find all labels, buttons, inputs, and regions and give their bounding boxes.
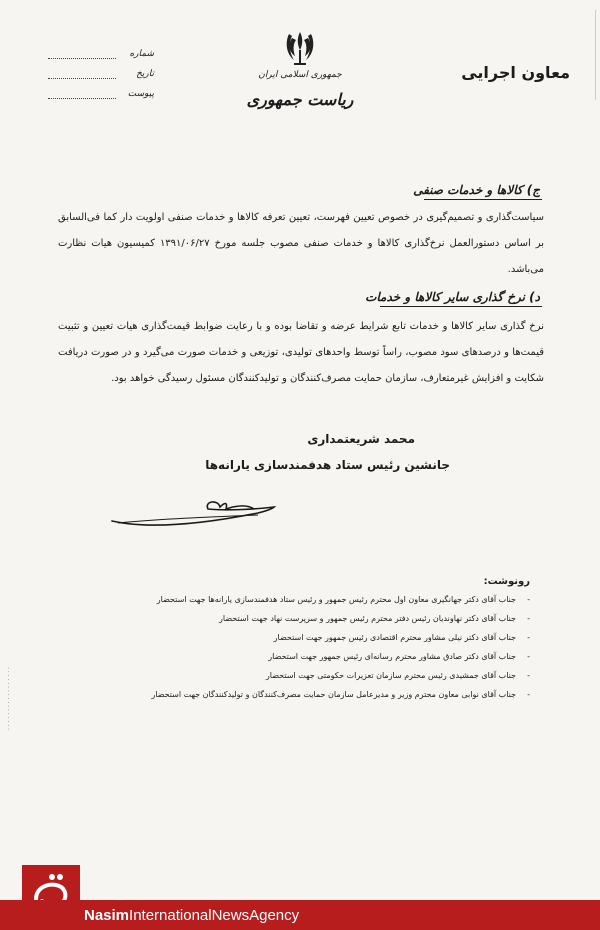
meta-label-number: شماره <box>129 49 154 59</box>
cc-item: - جناب آقای جمشیدی رئیس محترم سازمان تعزیرات حکومتی جهت استحضار <box>110 666 530 685</box>
iran-emblem-icon <box>283 30 317 68</box>
office-title: معاون اجرایی <box>461 63 570 82</box>
meta-label-attachment: پیوست <box>127 89 154 99</box>
scan-edge-mark <box>570 10 596 100</box>
presidency-title: ریاست جمهوری <box>246 90 354 109</box>
margin-note: . . . . . . . . . . . . . . . . . <box>4 667 11 730</box>
meta-row-attachment <box>46 84 156 104</box>
heading-underline <box>380 306 542 307</box>
letter-meta-fields <box>46 44 156 104</box>
cc-item: - جناب آقای نوابی معاون محترم وزیر و مدیرعامل سازمان حمایت مصرف‌کنندگان و تولیدکنندگان جهت استحضار <box>110 685 530 704</box>
agency-footer-bar <box>0 900 600 930</box>
agency-brand: Nasim <box>84 906 130 924</box>
signatory-title: جانشین رئیس ستاد هدفمندسازی یارانه‌ها <box>205 458 450 472</box>
cc-item: - جناب آقای دکتر نیلی مشاور محترم اقتصادی رئیس جمهور جهت استحضار <box>110 628 530 647</box>
meta-dots <box>48 49 116 59</box>
meta-row-number <box>46 44 156 64</box>
meta-row-date <box>46 64 156 84</box>
cc-item: - جناب آقای دکتر نهاوندیان رئیس دفتر محترم رئیس جمهور و سرپرست نهاد جهت استحضار <box>110 609 530 628</box>
cc-item: - جناب آقای دکتر جهانگیری معاون اول محترم رئیس جمهور و رئیس ستاد هدفمندسازی یارانه‌ها جهت استحضار <box>110 590 530 609</box>
faded-bleedthrough <box>160 96 580 110</box>
meta-label-date: تاریخ <box>136 69 154 79</box>
paragraph-c: سیاست‌گذاری و تصمیم‌گیری در خصوص تعیین فهرست، تعیین تعرفه کالاها و خدمات صنفی اولویت دار کما فی‌السابق بر اساس دستورالعمل نرخ‌گذاری کالاها و خدمات صنفی مصوب جلسه مورخ ۱۳۹۱/۰۶/۲۷ کمیسیون هیات نظارت می‌باشد. <box>58 212 545 275</box>
signatory-name: محمد شریعتمداری <box>307 432 415 446</box>
paragraph-d: نرخ گذاری سایر کالاها و خدمات تابع شرایط عرضه و تقاضا بوده و با رعایت ضوابط قیمت‌گذاری هیات تعیین و تثبیت قیمت‌ها و درصدهای سود مصوب، راساً توسط واحدهای تولیدی، توزیعی و خدمات صورت می‌گیرد و در صورت دریافت شکایت و افزایش غیرمتعارف، سازمان حمایت مصرف‌کنندگان و تولیدکنندگان مسئول رسیدگی خواهد بود. <box>58 321 544 384</box>
section-heading-c: ج) کالاها و خدمات صنفی <box>413 183 540 197</box>
meta-dots <box>48 69 116 79</box>
meta-dots <box>48 89 116 99</box>
cc-title: رونوشت: <box>483 576 530 587</box>
agency-name: InternationalNewsAgency <box>129 906 300 924</box>
cc-list <box>110 590 530 704</box>
heading-underline <box>424 199 542 200</box>
section-heading-d: د) نرخ گذاری سایر کالاها و خدمات <box>365 290 540 304</box>
handwritten-signature <box>108 495 278 535</box>
cc-item: - جناب آقای دکتر صادق مشاور محترم رسانه‌ای رئیس جمهور جهت استحضار <box>110 647 530 666</box>
government-name: جمهوری اسلامی ایران <box>258 70 342 80</box>
